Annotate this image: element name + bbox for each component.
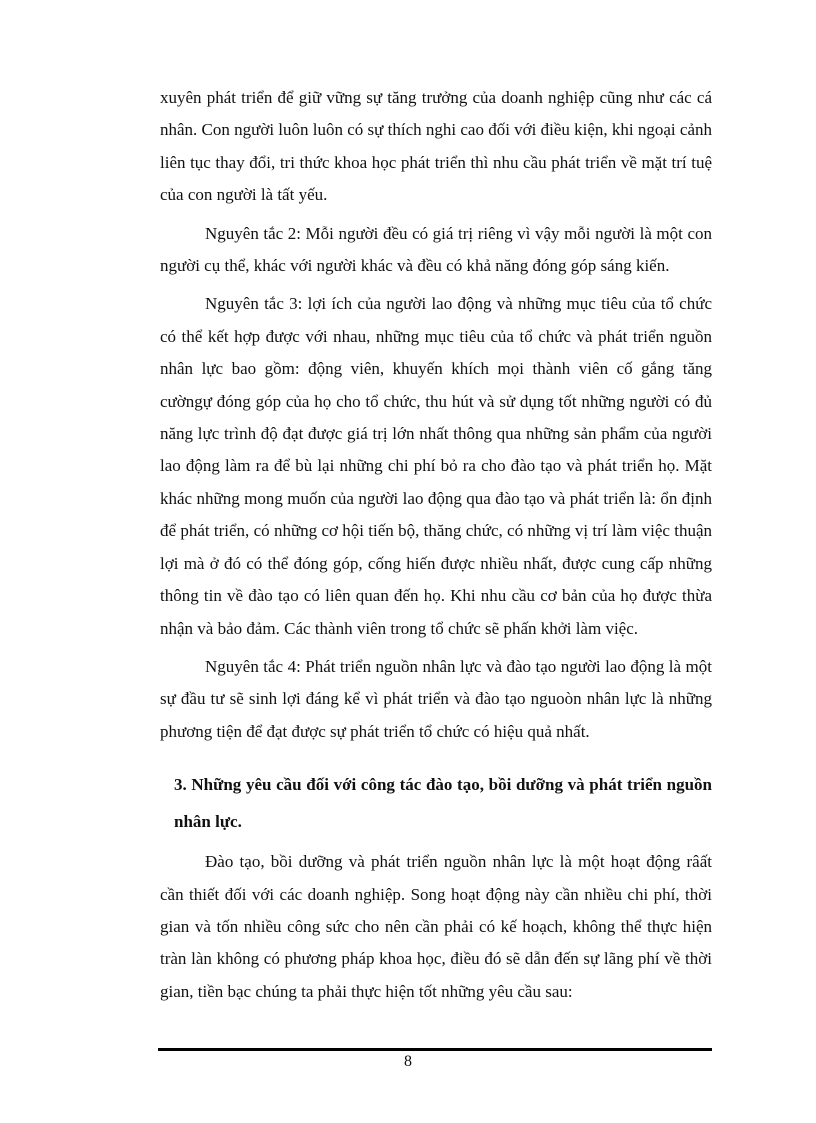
page-number: 8 xyxy=(404,1053,412,1070)
paragraph-principle-3: Nguyên tắc 3: lợi ích của người lao động và những mục tiêu của tổ chức có thể kết hợp được với nhau, những mục tiêu của tổ chức và phát triển nguồn nhân lực bao gồm: động viên, khuyến khích mọi thành viên cố gắng tăng cườngự đóng góp của họ cho tổ chức, thu hút và sử dụng tốt những người có đủ năng lực trình độ đạt được giá trị lớn nhất thông qua những sản phẩm của người lao động làm ra để bù lại những chi phí bỏ ra cho đào tạo và phát triển họ. Mặt khác những mong muốn của người lao động qua đào tạo và phát triển là: ổn định để phát triển, có những cơ hội tiến bộ, thăng chức, có những vị trí làm việc thuận lợi mà ở đó có thể đóng góp, cống hiến được nhiều nhất, được cung cấp những thông tin về đào tạo có liên quan đến họ. Khi nhu cầu cơ bản của họ được thừa nhận và bảo đảm. Các thành viên trong tổ chức sẽ phấn khởi làm việc. xyxy=(160,294,712,638)
paragraph-continuation: xuyên phát triển để giữ vững sự tăng trưởng của doanh nghiệp cũng như các cá nhân. Con người luôn luôn có sự thích nghi cao đối với điều kiện, khi ngoại cảnh liên tục thay đổi, tri thức khoa học phát triển thì nhu cầu phát triển về mặt trí tuệ của con người là tất yếu. xyxy=(160,88,712,205)
paragraph-principle-4: Nguyên tắc 4: Phát triển nguồn nhân lực và đào tạo người lao động là một sự đầu tư sẽ sinh lợi đáng kể vì phát triển và đào tạo nguoòn nhân lực là những phương tiện để đạt được sự phát triển tổ chức có hiệu quả nhất. xyxy=(160,656,712,741)
paragraph-principle-2: Nguyên tắc 2: Mỗi người đều có giá trị riêng vì vậy mỗi người là một con người cụ thể, khác với người khác và đều có khả năng đóng góp sáng kiến. xyxy=(160,223,712,276)
body-text xyxy=(160,82,712,1008)
paragraph-training-requirements: Đào tạo, bồi dưỡng và phát triển nguồn nhân lực là một hoạt động râất cần thiết đối với các doanh nghiệp. Song hoạt động này cần nhiều chi phí, thời gian và tốn nhiều công sức cho nên cần phải có kế hoạch, không thể thực hiện tràn làn không có phương pháp khoa học, điều đó sẽ dẫn đến sự lãng phí về thời gian, tiền bạc chúng ta phải thực hiện tốt những yêu cầu sau: xyxy=(160,852,712,1001)
section-heading: 3. Những yêu cầu đối với công tác đào tạo, bồi dưỡng và phát triển nguồn nhân lực. xyxy=(174,775,712,832)
footer-rule xyxy=(158,1048,712,1051)
